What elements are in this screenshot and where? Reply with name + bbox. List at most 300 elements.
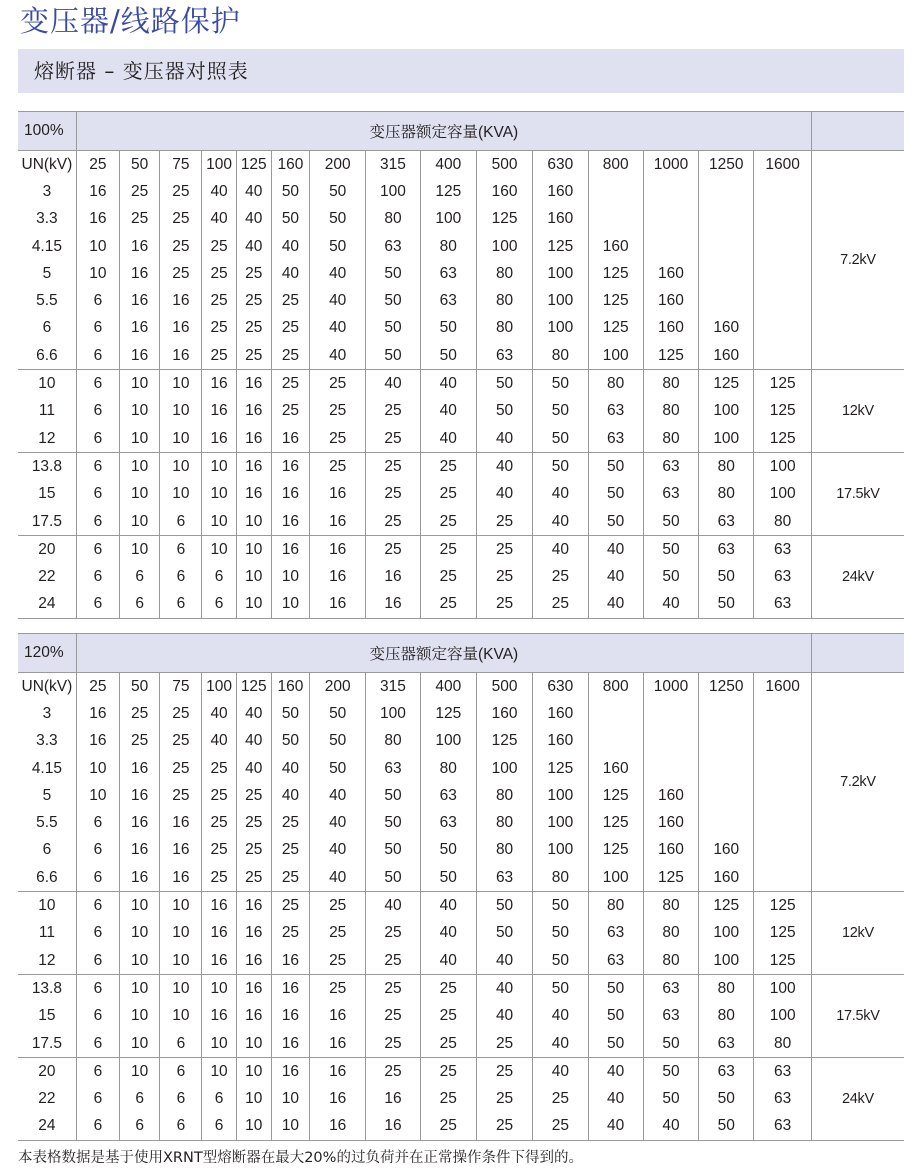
fuse-rating-cell: 40 [643, 591, 698, 619]
fuse-rating-cell: 125 [754, 425, 811, 453]
fuse-rating-cell: 125 [420, 178, 476, 205]
fuse-rating-cell: 6 [76, 975, 119, 1003]
fuse-rating-cell: 63 [366, 233, 420, 260]
fuse-rating-cell [643, 206, 698, 233]
fuse-rating-cell: 16 [310, 1030, 366, 1058]
fuse-rating-cell: 160 [533, 206, 588, 233]
fuse-rating-cell: 16 [202, 425, 236, 453]
fuse-rating-cell: 25 [236, 864, 271, 892]
rating-kva: 630 [533, 151, 588, 179]
fuse-rating-cell: 6 [76, 425, 119, 453]
fuse-rating-cell [754, 287, 811, 314]
fuse-rating-cell: 40 [202, 728, 236, 755]
table-row [18, 1085, 904, 1112]
fuse-rating-cell: 63 [754, 536, 811, 564]
fuse-rating-cell: 25 [420, 975, 476, 1003]
fuse-rating-cell: 6 [202, 1113, 236, 1141]
fuse-rating-cell [588, 728, 643, 755]
table-row [18, 398, 904, 425]
fuse-rating-cell: 40 [588, 1058, 643, 1086]
fuse-rating-cell: 25 [271, 809, 309, 836]
un-value: 22 [38, 1090, 56, 1108]
fuse-rating-cell: 6 [76, 947, 119, 975]
fuse-rating-cell: 6 [76, 508, 119, 536]
fuse-rating-cell: 6 [76, 563, 119, 590]
fuse-rating-cell: 10 [160, 481, 202, 508]
fuse-rating-cell: 50 [588, 975, 643, 1003]
fuse-rating-cell: 80 [476, 809, 532, 836]
fuse-rating-cell: 40 [236, 233, 271, 260]
fuse-rating-cell: 80 [643, 398, 698, 425]
fuse-rating-cell: 80 [643, 947, 698, 975]
fuse-rating-cell: 16 [160, 342, 202, 370]
fuse-rating-cell [754, 782, 811, 809]
fuse-rating-cell: 25 [160, 178, 202, 205]
fuse-rating-cell: 10 [202, 481, 236, 508]
rating-kva: 100 [202, 151, 236, 179]
fuse-rating-cell: 16 [236, 892, 271, 920]
fuse-rating-cell: 6 [76, 1030, 119, 1058]
fuse-rating-cell: 25 [476, 1113, 532, 1141]
fuse-rating-cell: 63 [699, 1058, 754, 1086]
fuse-rating-cell: 25 [420, 508, 476, 536]
fuse-rating-cell: 25 [271, 892, 309, 920]
table-row [18, 370, 904, 398]
fuse-rating-cell: 6 [160, 508, 202, 536]
fuse-rating-cell [588, 178, 643, 205]
table-row [18, 342, 904, 370]
fuse-rating-cell: 16 [120, 233, 160, 260]
fuse-rating-cell: 16 [236, 398, 271, 425]
fuse-rating-cell: 25 [420, 1085, 476, 1112]
fuse-rating-cell: 100 [588, 864, 643, 892]
fuse-rating-cell: 50 [588, 481, 643, 508]
fuse-rating-cell: 25 [271, 315, 309, 342]
fuse-rating-cell: 125 [588, 809, 643, 836]
fuse-rating-cell: 100 [366, 700, 420, 727]
fuse-rating-cell: 40 [533, 536, 588, 564]
fuse-rating-cell: 6 [76, 920, 119, 947]
fuse-rating-cell: 10 [120, 920, 160, 947]
fuse-rating-cell: 16 [271, 975, 309, 1003]
un-value: 6.6 [36, 346, 58, 364]
un-value: 22 [38, 568, 56, 586]
fuse-rating-cell: 6 [76, 536, 119, 564]
fuse-rating-cell: 25 [120, 206, 160, 233]
fuse-rating-cell: 160 [699, 315, 754, 342]
fuse-rating-cell: 40 [476, 481, 532, 508]
fuse-rating-cell [643, 178, 698, 205]
fuse-rating-cell: 10 [120, 1003, 160, 1030]
fuse-rating-cell: 16 [271, 425, 309, 453]
table-row [18, 287, 904, 314]
un-value: 3.3 [36, 210, 58, 228]
fuse-rating-cell: 16 [310, 1113, 366, 1141]
fuse-table-120-percent [18, 633, 904, 1141]
fuse-rating-cell: 50 [643, 1030, 698, 1058]
fuse-rating-cell: 25 [310, 892, 366, 920]
fuse-rating-cell: 50 [366, 809, 420, 836]
un-value: 15 [38, 1007, 56, 1025]
fuse-rating-cell: 125 [643, 342, 698, 370]
fuse-rating-cell: 50 [643, 563, 698, 590]
fuse-rating-cell: 50 [366, 782, 420, 809]
fuse-rating-cell: 16 [271, 1030, 309, 1058]
fuse-rating-cell: 16 [236, 975, 271, 1003]
fuse-rating-cell [754, 700, 811, 727]
fuse-rating-cell: 100 [754, 481, 811, 508]
fuse-rating-cell: 125 [588, 287, 643, 314]
fuse-rating-cell: 40 [236, 206, 271, 233]
fuse-rating-cell: 25 [420, 481, 476, 508]
rating-kva: 75 [160, 151, 202, 179]
fuse-rating-cell: 100 [588, 342, 643, 370]
fuse-rating-cell: 125 [588, 315, 643, 342]
rating-kva: 315 [366, 151, 420, 179]
rating-kva: 400 [420, 151, 476, 179]
fuse-rating-cell: 25 [366, 1058, 420, 1086]
fuse-rating-cell: 10 [76, 260, 119, 287]
fuse-rating-cell: 10 [76, 233, 119, 260]
fuse-rating-cell: 16 [236, 481, 271, 508]
fuse-rating-cell: 10 [76, 755, 119, 782]
fuse-rating-cell: 50 [588, 1003, 643, 1030]
voltage-class-label: 24kV [811, 1058, 904, 1141]
table-row [18, 700, 904, 727]
fuse-rating-cell: 25 [160, 260, 202, 287]
table-row [18, 892, 904, 920]
fuse-rating-cell: 16 [202, 920, 236, 947]
rating-kva: 800 [588, 151, 643, 179]
section-header [18, 49, 904, 93]
rating-kva: 630 [533, 673, 588, 701]
un-value: 13.8 [18, 453, 76, 481]
fuse-rating-cell: 16 [310, 1058, 366, 1086]
fuse-rating-cell: 25 [236, 260, 271, 287]
fuse-rating-cell: 10 [202, 1030, 236, 1058]
fuse-rating-cell: 40 [476, 425, 532, 453]
table-row [18, 947, 904, 975]
fuse-rating-cell: 16 [120, 837, 160, 864]
fuse-rating-cell [699, 287, 754, 314]
table-row [18, 563, 904, 590]
fuse-rating-cell: 63 [754, 1085, 811, 1112]
fuse-rating-cell [699, 700, 754, 727]
fuse-rating-cell: 10 [160, 920, 202, 947]
fuse-rating-cell: 16 [271, 508, 309, 536]
fuse-rating-cell: 40 [236, 700, 271, 727]
fuse-rating-cell: 25 [271, 370, 309, 398]
fuse-rating-cell: 10 [120, 975, 160, 1003]
fuse-rating-cell: 10 [120, 892, 160, 920]
fuse-rating-cell: 25 [120, 178, 160, 205]
fuse-rating-cell: 50 [310, 728, 366, 755]
fuse-rating-cell: 6 [76, 837, 119, 864]
fuse-rating-cell: 40 [202, 178, 236, 205]
voltage-class-label: 12kV [811, 370, 904, 453]
fuse-rating-cell: 25 [366, 453, 420, 481]
fuse-rating-cell: 40 [236, 728, 271, 755]
fuse-rating-cell: 80 [533, 864, 588, 892]
fuse-rating-cell: 25 [236, 837, 271, 864]
fuse-rating-cell: 125 [754, 370, 811, 398]
fuse-rating-cell: 16 [310, 508, 366, 536]
table-row [18, 591, 904, 619]
fuse-rating-cell [588, 700, 643, 727]
fuse-rating-cell: 50 [533, 370, 588, 398]
fuse-rating-cell: 50 [271, 206, 309, 233]
fuse-rating-cell: 6 [76, 1058, 119, 1086]
fuse-rating-cell: 16 [271, 1058, 309, 1086]
fuse-rating-cell: 63 [754, 1113, 811, 1141]
fuse-rating-cell: 10 [120, 508, 160, 536]
fuse-rating-cell: 10 [160, 892, 202, 920]
un-value: 15 [38, 485, 56, 503]
fuse-rating-cell: 25 [236, 782, 271, 809]
table-row [18, 1030, 904, 1058]
fuse-rating-cell [754, 864, 811, 892]
fuse-rating-cell: 50 [476, 892, 532, 920]
table-row [18, 864, 904, 892]
fuse-rating-cell: 25 [271, 864, 309, 892]
fuse-rating-cell: 50 [699, 1085, 754, 1112]
un-value: 24 [18, 1113, 76, 1141]
fuse-rating-cell: 6 [160, 1058, 202, 1086]
fuse-rating-cell: 25 [476, 1085, 532, 1112]
fuse-rating-cell: 6 [76, 864, 119, 892]
fuse-rating-cell: 125 [754, 892, 811, 920]
voltage-class-label: 24kV [811, 536, 904, 619]
rating-kva: 1250 [699, 151, 754, 179]
fuse-table-100-percent [18, 111, 904, 619]
fuse-rating-cell: 16 [310, 481, 366, 508]
fuse-rating-cell: 25 [160, 755, 202, 782]
fuse-rating-cell: 63 [420, 809, 476, 836]
fuse-rating-cell: 100 [366, 178, 420, 205]
fuse-rating-cell: 25 [160, 206, 202, 233]
fuse-rating-cell [699, 206, 754, 233]
fuse-rating-cell: 16 [76, 700, 119, 727]
fuse-rating-cell: 40 [310, 260, 366, 287]
fuse-rating-cell: 25 [420, 1058, 476, 1086]
fuse-rating-cell: 16 [120, 342, 160, 370]
fuse-rating-cell [754, 178, 811, 205]
rating-kva: 160 [271, 673, 309, 701]
fuse-rating-cell: 160 [643, 809, 698, 836]
fuse-rating-cell: 25 [533, 563, 588, 590]
un-value: 5 [42, 264, 52, 282]
fuse-rating-cell: 25 [366, 425, 420, 453]
fuse-rating-cell: 16 [120, 809, 160, 836]
fuse-rating-cell: 6 [76, 398, 119, 425]
fuse-rating-cell [754, 342, 811, 370]
fuse-rating-cell: 16 [202, 398, 236, 425]
fuse-rating-cell: 16 [202, 947, 236, 975]
fuse-rating-cell [699, 728, 754, 755]
fuse-rating-cell: 63 [699, 536, 754, 564]
un-value: 10 [18, 892, 76, 920]
fuse-rating-cell: 80 [754, 508, 811, 536]
voltage-class-label: 7.2kV [811, 151, 904, 370]
table-row [18, 315, 904, 342]
fuse-rating-cell: 40 [476, 975, 532, 1003]
fuse-rating-cell: 16 [236, 425, 271, 453]
fuse-rating-cell: 63 [754, 591, 811, 619]
fuse-rating-cell: 80 [699, 481, 754, 508]
fuse-rating-cell: 100 [476, 755, 532, 782]
fuse-rating-cell [754, 728, 811, 755]
fuse-rating-cell: 25 [202, 233, 236, 260]
fuse-rating-cell: 125 [476, 728, 532, 755]
fuse-rating-cell: 25 [310, 425, 366, 453]
table-row [18, 1058, 904, 1086]
fuse-rating-cell: 16 [202, 1003, 236, 1030]
fuse-rating-cell: 16 [120, 260, 160, 287]
table-row [18, 782, 904, 809]
fuse-rating-cell: 125 [699, 370, 754, 398]
fuse-rating-cell: 25 [160, 782, 202, 809]
fuse-rating-cell: 63 [476, 864, 532, 892]
un-value: 11 [38, 924, 55, 942]
fuse-rating-cell: 16 [310, 1003, 366, 1030]
rating-kva: 315 [366, 673, 420, 701]
fuse-rating-cell: 16 [271, 947, 309, 975]
fuse-rating-cell: 80 [533, 342, 588, 370]
fuse-rating-cell: 25 [236, 342, 271, 370]
fuse-rating-cell: 160 [476, 700, 532, 727]
fuse-rating-cell: 16 [160, 837, 202, 864]
fuse-rating-cell: 25 [310, 370, 366, 398]
fuse-rating-cell: 50 [699, 563, 754, 590]
un-value: 12 [38, 429, 56, 447]
fuse-rating-cell: 50 [643, 1058, 698, 1086]
fuse-rating-cell: 80 [476, 260, 532, 287]
fuse-rating-cell: 25 [202, 342, 236, 370]
table-row [18, 755, 904, 782]
fuse-rating-cell: 10 [160, 975, 202, 1003]
fuse-rating-cell: 80 [588, 892, 643, 920]
fuse-rating-cell: 25 [160, 233, 202, 260]
voltage-class-label: 17.5kV [811, 975, 904, 1058]
fuse-rating-cell: 160 [643, 260, 698, 287]
fuse-rating-cell: 160 [588, 755, 643, 782]
fuse-rating-cell: 125 [476, 206, 532, 233]
rating-kva: 1600 [754, 151, 811, 179]
fuse-rating-cell [754, 755, 811, 782]
fuse-rating-cell: 50 [533, 920, 588, 947]
fuse-rating-cell: 10 [76, 782, 119, 809]
fuse-rating-cell: 100 [533, 782, 588, 809]
fuse-rating-cell: 80 [643, 370, 698, 398]
footnote: 本表格数据是基于使用XRNT型熔断器在最大20%的过负荷并在正常操作条件下得到的。 [18, 1150, 583, 1166]
fuse-rating-cell: 100 [420, 728, 476, 755]
fuse-rating-cell: 6 [160, 563, 202, 590]
fuse-rating-cell: 25 [366, 920, 420, 947]
fuse-rating-cell: 125 [643, 864, 698, 892]
fuse-rating-cell: 80 [476, 782, 532, 809]
capacity-heading: 变压器额定容量(KVA) [76, 634, 811, 673]
capacity-heading: 变压器额定容量(KVA) [76, 112, 811, 151]
fuse-rating-cell: 160 [699, 342, 754, 370]
fuse-rating-cell [754, 837, 811, 864]
fuse-rating-cell: 160 [699, 864, 754, 892]
fuse-rating-cell: 16 [76, 728, 119, 755]
fuse-rating-cell [754, 809, 811, 836]
table-row [18, 453, 904, 481]
fuse-rating-cell: 6 [76, 1003, 119, 1030]
fuse-rating-cell: 16 [202, 370, 236, 398]
fuse-rating-cell: 25 [476, 1030, 532, 1058]
table-header-row [18, 112, 904, 151]
fuse-rating-cell: 25 [202, 315, 236, 342]
fuse-rating-cell: 6 [160, 1030, 202, 1058]
fuse-rating-cell: 25 [366, 481, 420, 508]
fuse-rating-cell: 6 [76, 481, 119, 508]
fuse-rating-cell: 160 [643, 315, 698, 342]
fuse-rating-cell: 25 [366, 975, 420, 1003]
fuse-rating-cell: 16 [310, 563, 366, 590]
fuse-rating-cell [699, 755, 754, 782]
un-value: 11 [38, 402, 55, 420]
un-value: 10 [18, 370, 76, 398]
fuse-rating-cell: 25 [202, 782, 236, 809]
fuse-rating-cell: 80 [420, 233, 476, 260]
fuse-rating-cell: 63 [420, 260, 476, 287]
fuse-rating-cell: 160 [533, 728, 588, 755]
fuse-rating-cell: 25 [310, 398, 366, 425]
fuse-rating-cell: 25 [120, 700, 160, 727]
ratings-row [18, 673, 904, 701]
fuse-rating-cell: 80 [643, 425, 698, 453]
fuse-rating-cell: 16 [120, 782, 160, 809]
rating-kva: 500 [476, 673, 532, 701]
fuse-rating-cell: 16 [76, 178, 119, 205]
fuse-rating-cell: 40 [366, 892, 420, 920]
voltage-class-label: 7.2kV [811, 673, 904, 892]
table-row [18, 481, 904, 508]
fuse-rating-cell: 25 [366, 398, 420, 425]
fuse-rating-cell: 63 [420, 782, 476, 809]
fuse-rating-cell: 40 [533, 481, 588, 508]
fuse-rating-cell: 6 [76, 287, 119, 314]
fuse-rating-cell: 125 [754, 920, 811, 947]
fuse-rating-cell: 10 [236, 1030, 271, 1058]
fuse-rating-cell: 40 [310, 809, 366, 836]
fuse-rating-cell: 40 [533, 508, 588, 536]
fuse-rating-cell: 10 [120, 453, 160, 481]
fuse-rating-cell: 10 [120, 947, 160, 975]
fuse-rating-cell: 80 [476, 837, 532, 864]
fuse-rating-cell [699, 782, 754, 809]
fuse-rating-cell: 125 [754, 398, 811, 425]
fuse-rating-cell: 10 [271, 1113, 309, 1141]
fuse-rating-cell: 50 [588, 453, 643, 481]
fuse-rating-cell: 40 [588, 1113, 643, 1141]
fuse-rating-cell: 10 [120, 1058, 160, 1086]
fuse-rating-cell: 25 [366, 1030, 420, 1058]
fuse-rating-cell: 6 [120, 563, 160, 590]
un-value: 13.8 [18, 975, 76, 1003]
table-row [18, 260, 904, 287]
fuse-rating-cell: 100 [699, 947, 754, 975]
fuse-rating-cell: 10 [236, 536, 271, 564]
fuse-rating-cell: 6 [76, 892, 119, 920]
fuse-rating-cell: 100 [533, 837, 588, 864]
fuse-rating-cell: 25 [236, 287, 271, 314]
fuse-rating-cell: 6 [76, 315, 119, 342]
fuse-rating-cell: 25 [366, 947, 420, 975]
un-value: 17.5 [31, 1034, 62, 1052]
